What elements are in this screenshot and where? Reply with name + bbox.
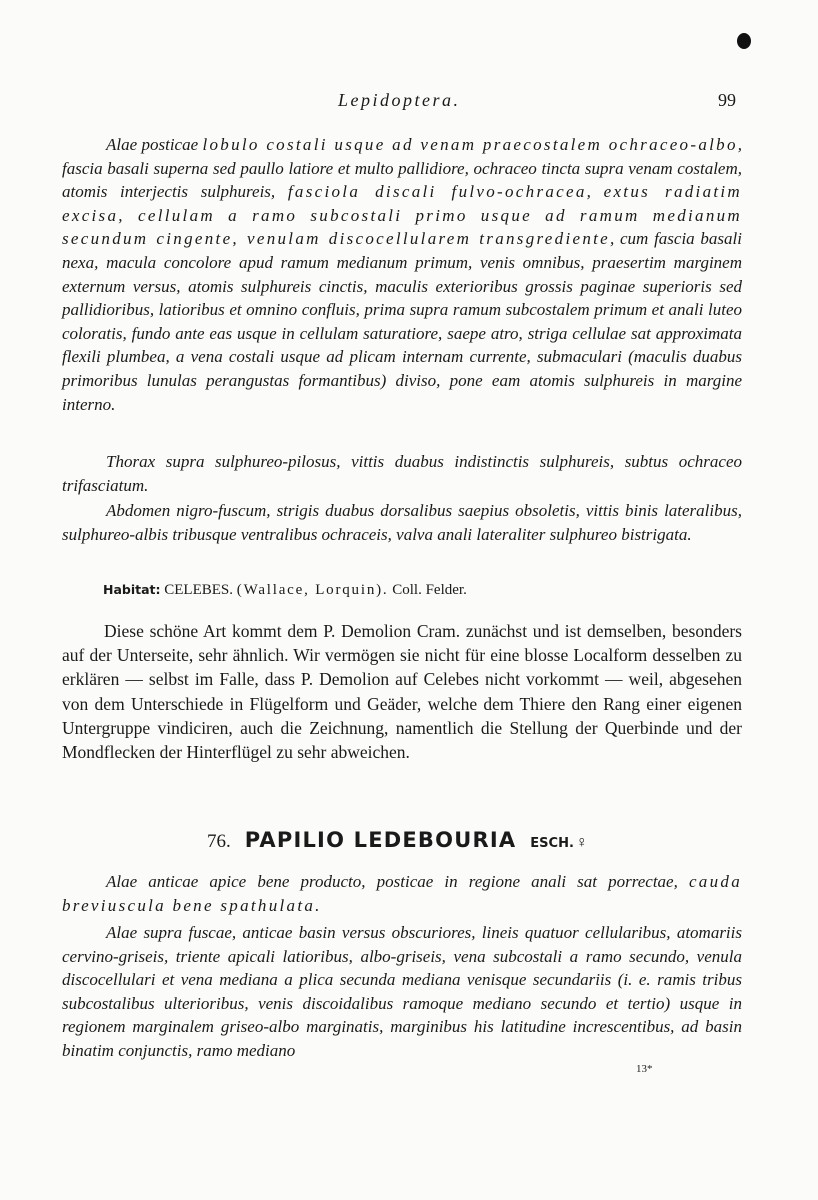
paragraph-alae-fuscae: Alae supra fuscae, anticae basin versus obscuriores, lineis quatuor cellularibus, atomariis cervino-griseis, triente apicali latioribus, albo-griseis, vena subcostali a ramo secundo, venula discocellulari et vena mediana a plica secunda mediana venisque secundariis (i. e. ramis tribus subcostalibus ulterioribus, venis discoidalibus ramoque mediano secundo et tertio) usque in regionem marginalem griseo-albo marginatis, marginibus his latitudine increscentibus, ad basin binatim conjunctis, ramo mediano: [62, 923, 742, 1060]
ink-blot: [737, 33, 751, 49]
spaced-text-segment: extus radiatim excisa, cellulam a ramo subcostali primo usque ad ramum medianum secundum cingente, venulam discocellularem transgrediente: [62, 182, 742, 249]
section-title: PAPILIO LEDEBOURIA: [244, 828, 517, 852]
habitat-locality: CELEBES.: [164, 582, 234, 598]
paragraph-alae-posticae: [62, 133, 742, 416]
habitat-line: [103, 582, 467, 599]
section-number: 76.: [207, 831, 231, 852]
section-author: ESCH.: [530, 836, 574, 851]
spaced-text-segment: lobulo costali usque ad venam praecostalem ochraceo-albo: [202, 135, 738, 154]
paragraph-abdomen: Abdomen nigro-fuscum, strigis duabus dorsalibus saepius obsoletis, vittis binis lateralibus, sulphureo-albis tribusque ventralibus ochraceis, valva anali lateraliter sulphureo bistrigata.: [62, 501, 742, 544]
habitat-label: Habitat: [103, 582, 156, 597]
text-segment: Alae posticae: [106, 135, 203, 154]
page-number: 99: [718, 90, 736, 110]
text-segment: , fascia basali superna sed paullo latiore et multo pallidiore, ochraceo tincta supra venam costalem, atomis interjectis sulphureis,: [62, 135, 742, 202]
paragraph-discussion: Diese schöne Art kommt dem P. Demolion Cram. zunächst und ist demselben, besonders auf der Unterseite, sehr ähnlich. Wir vermögen sie nicht für eine blosse Localform desselben zu erklären — selbst im Falle, dass P. Demolion auf Celebes nicht vorkommt — weil, abgesehen von dem Unterschiede in Flügelform und Geäder, welche dem Thiere den Rang einer eigenen Untergruppe vindiciren, auch die Zeichnung, namentlich die Stellung der Querbinde und der Mondflecken der Hinterflügel zu sehr abweichen.: [62, 621, 742, 763]
spaced-text-segment: cauda breviuscula bene spathulata.: [62, 872, 742, 915]
habitat-separator: :: [155, 582, 161, 597]
paragraph-alae-anticae: [62, 870, 742, 917]
paragraph-thorax: Thorax supra sulphureo-pilosus, vittis duabus indistinctis sulphureis, subtus ochraceo trifasciatum.: [62, 452, 742, 495]
text-segment: ,: [586, 182, 604, 202]
spaced-text-segment: fasciola discali fulvo-ochracea: [287, 182, 587, 202]
habitat-collectors: (Wallace, Lorquin).: [236, 582, 389, 598]
habitat-collection: Coll. Felder.: [392, 582, 467, 598]
section-heading: [207, 828, 588, 853]
female-symbol-icon: ♀: [575, 834, 588, 851]
signature-mark: 13*: [636, 1063, 653, 1075]
running-head: Lepidoptera.: [338, 90, 461, 110]
text-segment: Alae anticae apice bene producto, posticae in regione anali sat porrectae,: [106, 872, 689, 891]
text-segment: , cum fascia basali nexa, macula concolore apud ramum medianum primum, venis omnibus, praesertim marginem externum versus, atomis sulphureis cinctis, maculis exterioribus grossis paginae superioris sed pallidioribus, latioribus et omnino confluis, prima supra ramum subcostalem primum et anali luteo coloratis, fundo ante eas usque in cellulam saturatiore, saepe atro, striga cellulae sat approximata flexili plumbea, a vena costali usque ad plicam internam currente, submaculari (maculis duabus primoribus lunulas perangustas formantibus) diviso, pone eam atomis sulphureis in margine interno.: [62, 229, 742, 414]
